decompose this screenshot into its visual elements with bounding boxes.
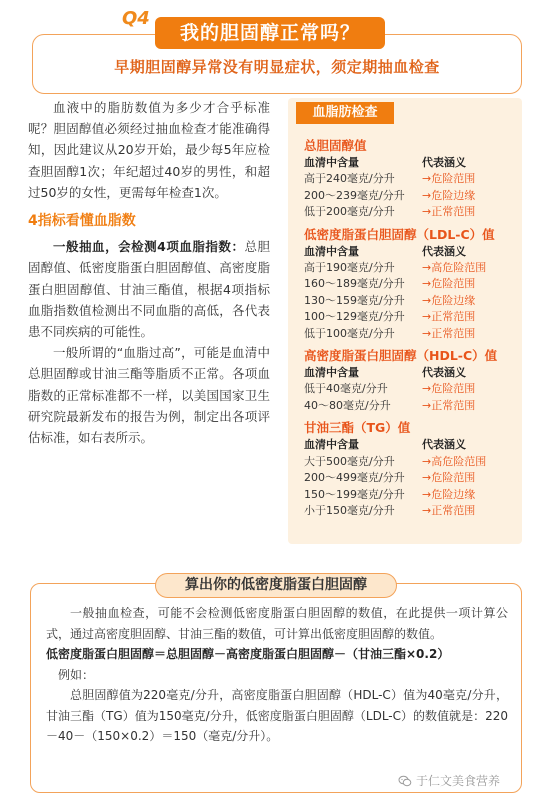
watermark bbox=[398, 772, 500, 789]
lipid-group-title: 高密度脂蛋白胆固醇（HDL-C）值 bbox=[304, 348, 498, 364]
table-row bbox=[304, 188, 519, 204]
table-row bbox=[304, 487, 519, 503]
question-number: Q4 bbox=[122, 8, 150, 29]
table-row bbox=[304, 171, 519, 187]
serum-amount: 100～129毫克/分升 bbox=[304, 310, 405, 324]
table-row bbox=[304, 470, 519, 486]
column-header-amount: 血清中含量 bbox=[304, 156, 359, 169]
lipid-table-header bbox=[304, 437, 519, 453]
lipid-group-title: 甘油三酯（TG）值 bbox=[304, 420, 411, 436]
serum-amount: 200～499毫克/分升 bbox=[304, 471, 405, 485]
table-row bbox=[304, 503, 519, 519]
table-row bbox=[304, 276, 519, 292]
risk-meaning: →高危险范围 bbox=[422, 261, 487, 275]
table-row bbox=[304, 309, 519, 325]
panel-title: 血脂肪检查 bbox=[296, 102, 394, 124]
serum-amount: 高于190毫克/分升 bbox=[304, 261, 395, 275]
table-row bbox=[304, 293, 519, 309]
lipid-table-header bbox=[304, 244, 519, 260]
serum-amount: 40～80毫克/分升 bbox=[304, 398, 391, 412]
risk-meaning: →危险边缘 bbox=[422, 293, 476, 307]
serum-amount: 大于500毫克/分升 bbox=[304, 454, 395, 468]
risk-meaning: →危险边缘 bbox=[422, 188, 476, 202]
standards-paragraph: 一般所谓的“血脂过高”，可能是血清中总胆固醇或甘油三酯等脂质不正常。各项血脂数的正常标准都不一样，以美国国家卫生研究院最新发布的报告为例，制定出各项评估标准，如右表所示。 bbox=[28, 345, 270, 446]
risk-meaning: →正常范围 bbox=[422, 310, 476, 324]
risk-meaning: →危险范围 bbox=[422, 277, 476, 291]
table-row bbox=[304, 381, 519, 397]
lipid-table-header bbox=[304, 365, 519, 381]
risk-meaning: →正常范围 bbox=[422, 326, 476, 340]
risk-meaning: →正常范围 bbox=[422, 503, 476, 517]
table-row bbox=[304, 204, 519, 220]
calc-intro: 一般抽血检查，可能不会检测低密度脂蛋白胆固醇的数值，在此提供一项计算公式，通过高密度胆固醇、甘油三酯的数值，可计算出低密度胆固醇的数值。 bbox=[46, 606, 508, 641]
indicators-text: 总胆固醇值、低密度脂蛋白胆固醇值、高密度脂蛋白胆固醇值、甘油三酯值，根据4项指标血脂指数值检测出不同血脂的高低，各代表患不同疾病的可能性。 bbox=[28, 239, 270, 340]
table-row bbox=[304, 260, 519, 276]
calc-example-label: 例如： bbox=[58, 667, 95, 682]
lipid-table-header bbox=[304, 155, 519, 171]
column-header-meaning: 代表涵义 bbox=[422, 438, 466, 452]
section-heading: 4指标看懂血脂数 bbox=[28, 213, 136, 230]
serum-amount: 低于200毫克/分升 bbox=[304, 205, 395, 219]
page-subtitle: 早期胆固醇异常没有明显症状，须定期抽血检查 bbox=[114, 58, 440, 76]
page-title: 我的胆固醇正常吗？ bbox=[155, 17, 385, 49]
article-body bbox=[28, 97, 270, 448]
column-header-meaning: 代表涵义 bbox=[422, 244, 466, 258]
serum-amount: 200～239毫克/分升 bbox=[304, 188, 405, 202]
risk-meaning: →危险范围 bbox=[422, 471, 476, 485]
risk-meaning: →危险边缘 bbox=[422, 487, 476, 501]
risk-meaning: →危险范围 bbox=[422, 172, 476, 186]
serum-amount: 160～189毫克/分升 bbox=[304, 277, 405, 291]
lipid-group-title: 总胆固醇值 bbox=[304, 138, 367, 153]
risk-meaning: →正常范围 bbox=[422, 398, 476, 412]
table-row bbox=[304, 454, 519, 470]
intro-paragraph: 血液中的脂肪数值为多少才合乎标准呢？胆固醇值必须经过抽血检查才能准确得知，因此建议从20岁开始，最少每5年应检查胆固醇1次；年纪超过40岁的男性，和超过50岁的女性，更需每年检查1次。 bbox=[28, 100, 270, 200]
calc-title: 算出你的低密度脂蛋白胆固醇 bbox=[155, 573, 397, 598]
column-header-amount: 血清中含量 bbox=[304, 244, 359, 258]
table-row bbox=[304, 326, 519, 342]
serum-amount: 小于150毫克/分升 bbox=[304, 503, 395, 517]
serum-amount: 150～199毫克/分升 bbox=[304, 487, 405, 501]
serum-amount: 低于40毫克/分升 bbox=[304, 382, 388, 396]
column-header-amount: 血清中含量 bbox=[304, 438, 359, 452]
lipid-group-title: 低密度脂蛋白胆固醇（LDL-C）值 bbox=[304, 226, 495, 242]
table-row bbox=[304, 398, 519, 414]
serum-amount: 低于100毫克/分升 bbox=[304, 326, 395, 340]
risk-meaning: →高危险范围 bbox=[422, 454, 487, 468]
watermark-text: 于仁文美食营养 bbox=[416, 774, 501, 788]
indicators-lead: 一般抽血，会检测4项血脂指数： bbox=[53, 239, 245, 255]
serum-amount: 130～159毫克/分升 bbox=[304, 293, 405, 307]
lipid-reference-table bbox=[304, 132, 519, 519]
calc-body bbox=[46, 603, 508, 747]
risk-meaning: →危险范围 bbox=[422, 382, 476, 396]
risk-meaning: →正常范围 bbox=[422, 205, 476, 219]
indicators-paragraph bbox=[28, 236, 270, 342]
calc-example: 总胆固醇值为220毫克/分升，高密度脂蛋白胆固醇（HDL-C）值为40毫克/分升，甘油三酯（TG）值为150毫克/分升，低密度脂蛋白胆固醇（LDL-C）的数值就是：220－40－（150×0.2）＝150（毫克/分升）。 bbox=[46, 688, 508, 743]
wechat-icon bbox=[398, 774, 412, 788]
column-header-meaning: 代表涵义 bbox=[422, 366, 466, 380]
calc-formula: 低密度脂蛋白胆固醇＝总胆固醇－高密度脂蛋白胆固醇－（甘油三酯×0.2） bbox=[46, 647, 450, 661]
serum-amount: 高于240毫克/分升 bbox=[304, 172, 395, 186]
column-header-meaning: 代表涵义 bbox=[422, 156, 466, 169]
column-header-amount: 血清中含量 bbox=[304, 366, 359, 380]
